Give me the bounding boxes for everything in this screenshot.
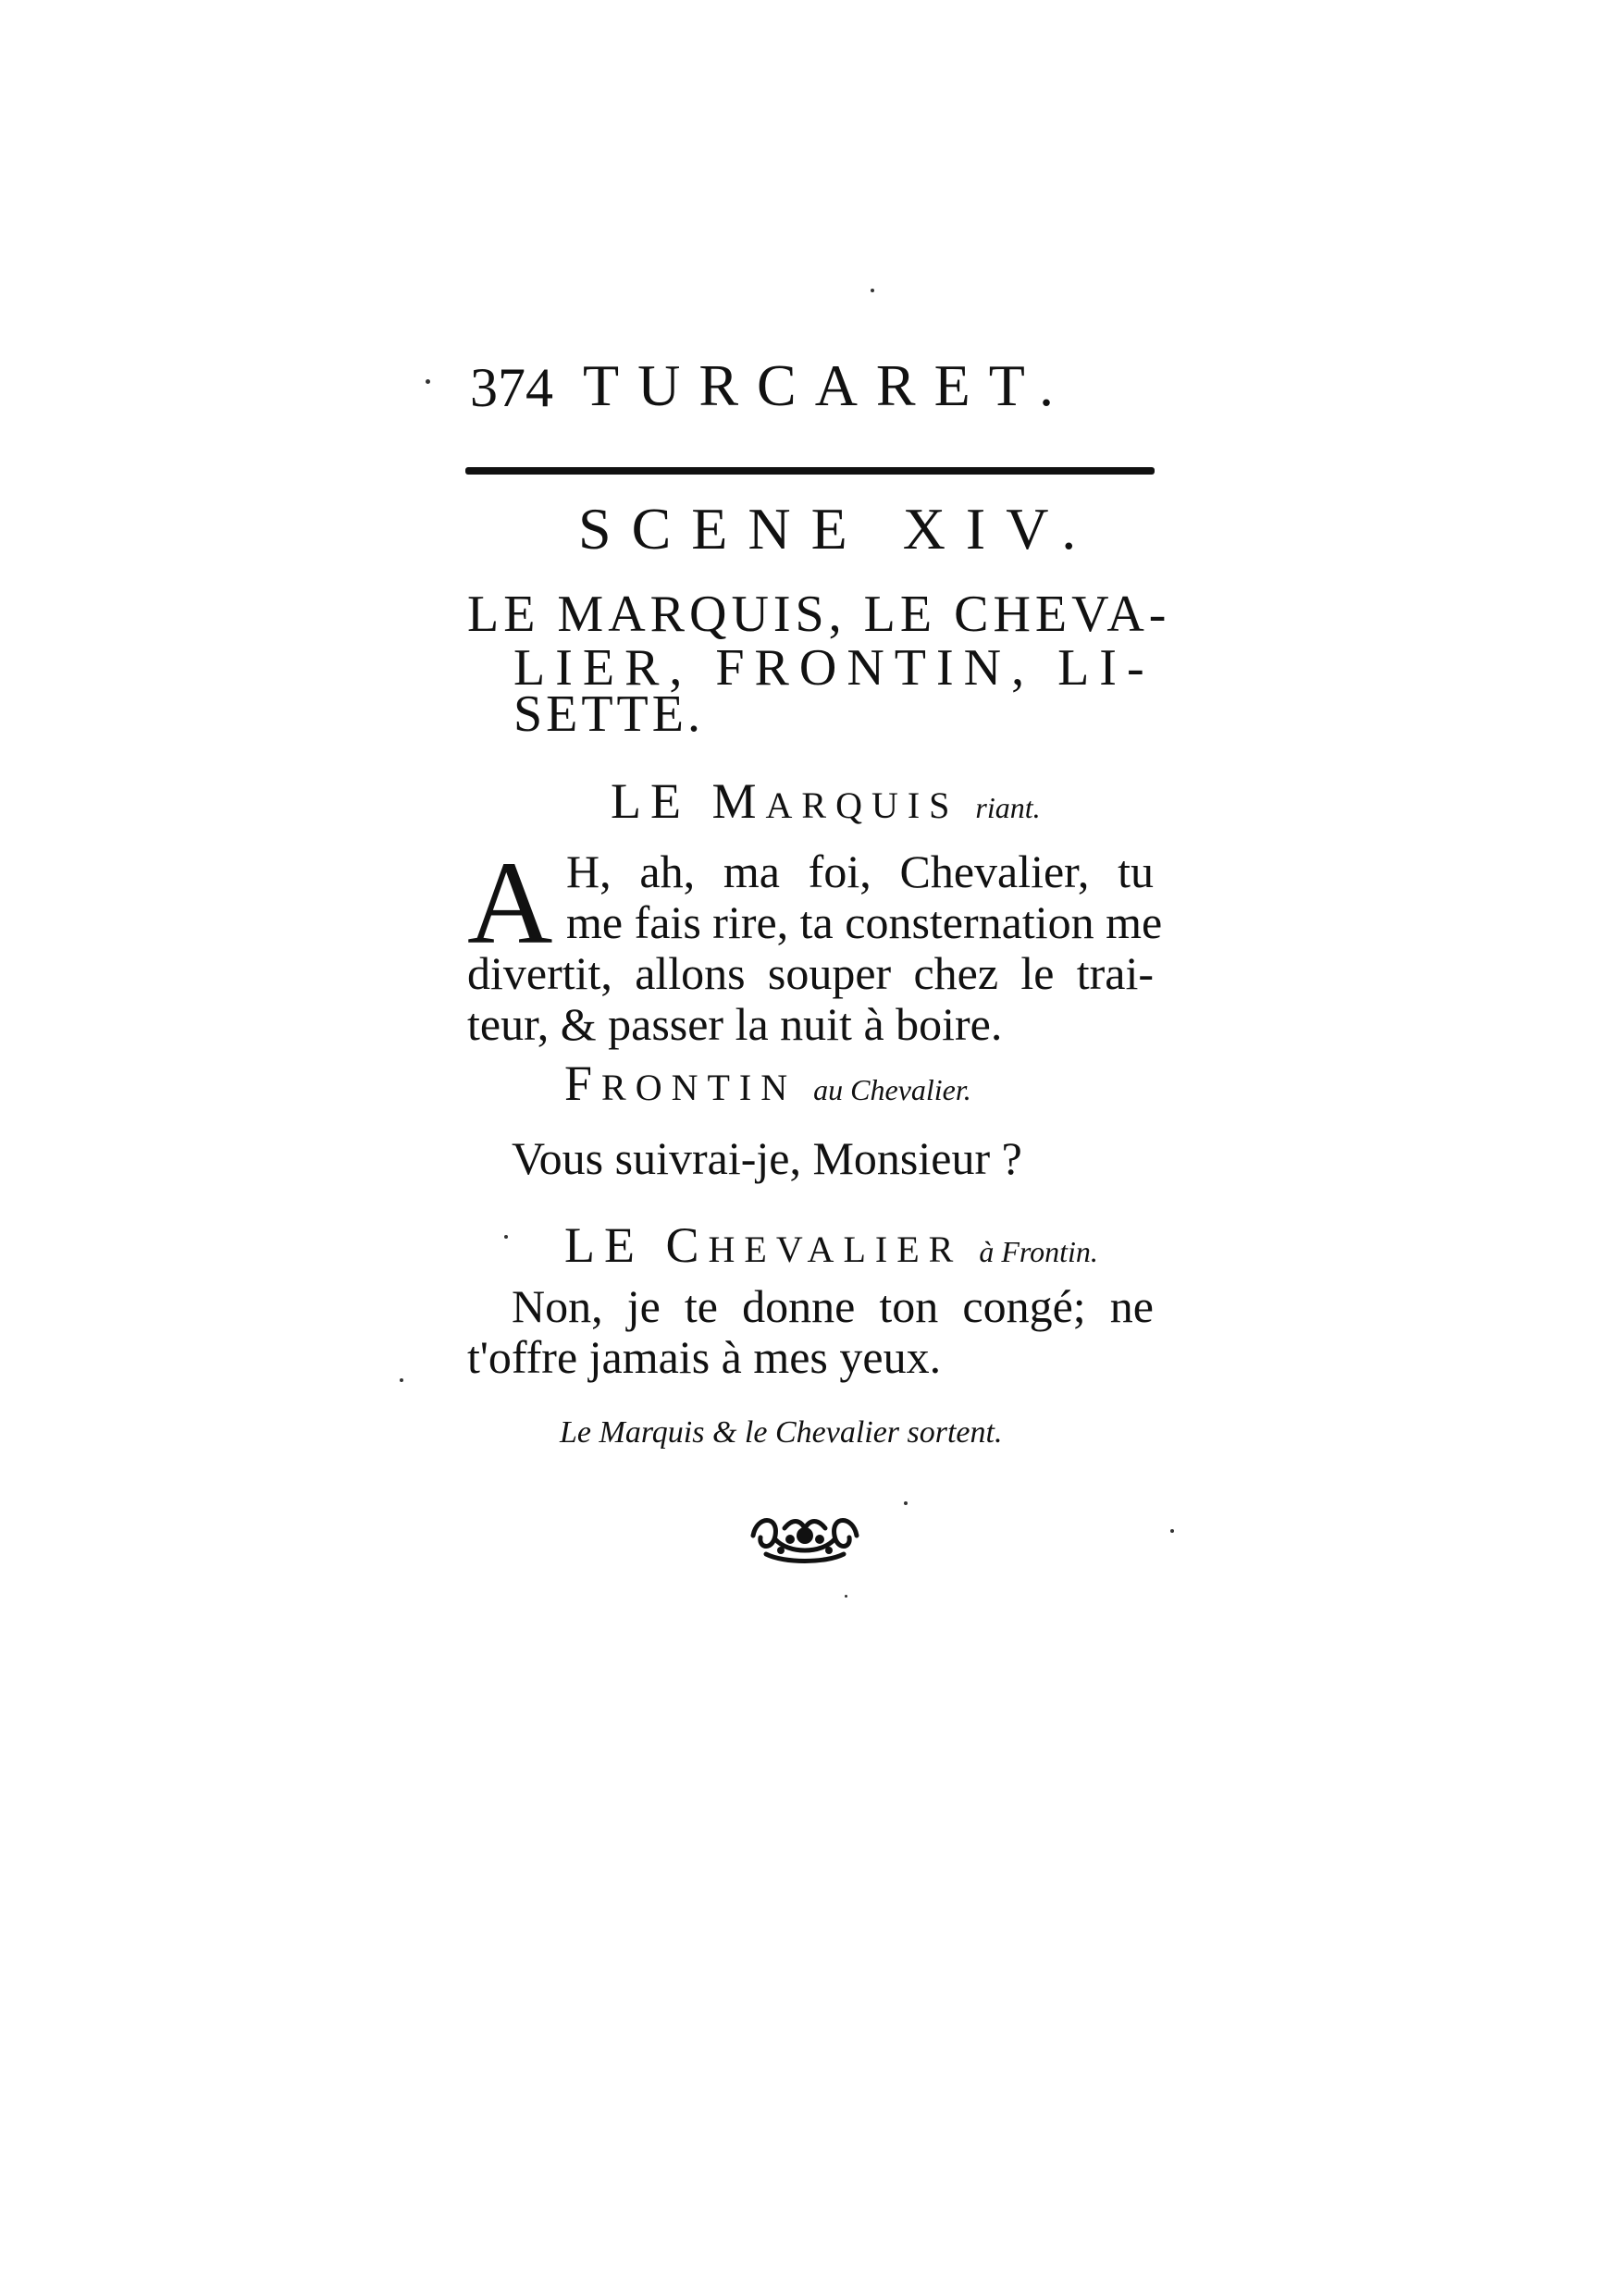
speech-line: Non, je te donne ton congé; ne: [512, 1280, 1154, 1332]
print-speck: [845, 1595, 847, 1598]
print-speck: [871, 289, 874, 292]
speech-line: me fais rire, ta consternation me: [566, 896, 1163, 948]
speaker-name-start: F: [564, 1055, 602, 1111]
drop-cap: A: [467, 837, 553, 969]
print-speck: [426, 379, 430, 384]
speaker-heading-frontin: [564, 1055, 971, 1112]
cast-line: SETTE.: [513, 685, 704, 743]
speaker-name-start: LE C: [564, 1217, 709, 1273]
page-number: 374: [470, 357, 553, 418]
header-rule: [465, 467, 1155, 475]
print-speck: [1170, 1529, 1174, 1533]
speaker-name-rest: RONTIN: [601, 1067, 797, 1108]
speech-line: t'offre jamais à mes yeux.: [467, 1331, 942, 1383]
stage-direction: riant.: [975, 791, 1041, 824]
speaker-name-rest: ARQUIS: [765, 784, 959, 826]
stage-direction: à Frontin.: [979, 1235, 1098, 1268]
exit-stage-direction: Le Marquis & le Chevalier sortent.: [560, 1415, 1003, 1450]
speech-line: Vous suivrai-je, Monsieur ?: [512, 1132, 1022, 1184]
speech-line: teur, & passer la nuit à boire.: [467, 998, 1003, 1050]
print-speck: [504, 1235, 508, 1239]
print-speck: [400, 1378, 403, 1382]
speaker-name-rest: HEVALIER: [708, 1228, 963, 1270]
stage-direction: au Chevalier.: [813, 1073, 971, 1106]
speaker-heading-chevalier: [564, 1216, 1098, 1274]
cast-line: LE MARQUIS, LE CHEVA-: [467, 586, 1171, 643]
scene-title: SCENE XIV.: [578, 496, 1097, 562]
running-title: TURCARET.: [583, 352, 1073, 418]
speech-line: divertit, allons souper chez le trai-: [467, 947, 1154, 999]
speaker-heading-marquis: [611, 772, 1041, 830]
print-speck: [904, 1501, 908, 1505]
cast-line: LIER, FRONTIN, LI-: [513, 639, 1155, 697]
tailpiece-ornament-icon: [748, 1508, 862, 1567]
speaker-name-start: LE M: [611, 773, 766, 829]
speech-line: H, ah, ma foi, Chevalier, tu: [566, 846, 1154, 897]
